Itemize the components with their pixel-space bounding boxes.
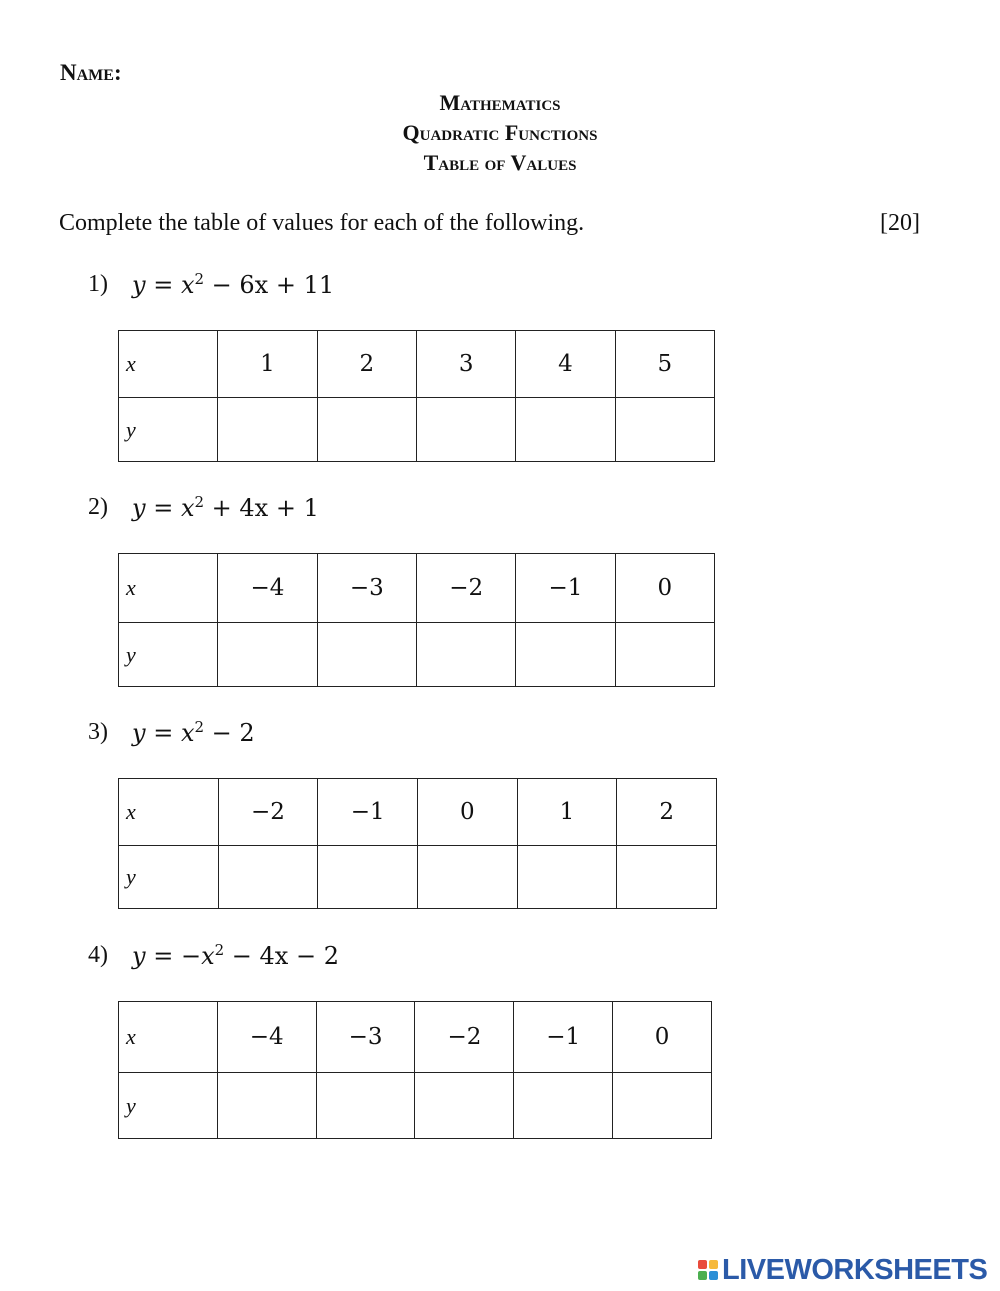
equation-lhs: y xyxy=(132,494,146,522)
equation-exponent: 2 xyxy=(194,493,205,511)
x-value-cell: −1 xyxy=(516,554,615,623)
y-answer-cell[interactable] xyxy=(218,846,318,909)
x-value-cell: −4 xyxy=(217,1002,316,1073)
x-value-cell: 5 xyxy=(615,331,714,398)
topic-title: Quadratic Functions xyxy=(402,120,598,145)
x-value-cell: −1 xyxy=(318,779,418,846)
values-table xyxy=(118,330,715,462)
y-answer-cell[interactable] xyxy=(218,398,317,462)
instructions-text: Complete the table of values for each of the following. xyxy=(59,210,585,236)
equation-equals: = xyxy=(153,942,174,970)
name-label: Name: xyxy=(60,60,122,85)
values-table xyxy=(118,553,715,687)
x-value-cell: 1 xyxy=(218,331,317,398)
equation-equals: = xyxy=(153,271,174,299)
y-answer-cell[interactable] xyxy=(617,846,717,909)
y-row xyxy=(119,623,715,687)
total-marks: [20] xyxy=(880,210,920,236)
y-row xyxy=(119,846,717,909)
equation-variable: x xyxy=(180,719,195,747)
liveworksheets-logo-icon xyxy=(698,1260,718,1280)
y-row xyxy=(119,398,715,462)
question-equation xyxy=(132,718,255,747)
x-value-cell: −3 xyxy=(316,1002,415,1073)
equation-variable: x xyxy=(180,271,195,299)
equation-rest: − 2 xyxy=(204,719,255,747)
y-label-cell: y xyxy=(119,398,218,462)
x-value-cell: 1 xyxy=(517,779,617,846)
y-answer-cell[interactable] xyxy=(317,398,416,462)
x-label-cell: x xyxy=(119,554,218,623)
x-value-cell: 0 xyxy=(417,779,517,846)
question-number: 3) xyxy=(88,719,108,745)
x-value-cell: 2 xyxy=(317,331,416,398)
equation-equals: = xyxy=(153,719,174,747)
x-value-cell: 3 xyxy=(416,331,515,398)
x-label-cell: x xyxy=(119,331,218,398)
y-answer-cell[interactable] xyxy=(615,623,714,687)
y-answer-cell[interactable] xyxy=(416,398,515,462)
y-answer-cell[interactable] xyxy=(516,623,615,687)
equation-lhs: y xyxy=(132,271,146,299)
equation-rest: + 4x + 1 xyxy=(204,494,319,522)
equation-rest: − 4x − 2 xyxy=(224,942,339,970)
y-answer-cell[interactable] xyxy=(317,623,416,687)
equation-variable: x xyxy=(180,494,195,522)
worksheet-title: Table of Values xyxy=(423,150,577,175)
x-value-cell: −2 xyxy=(218,779,318,846)
equation-variable: x xyxy=(201,942,215,970)
x-value-cell: −2 xyxy=(416,554,515,623)
y-answer-cell[interactable] xyxy=(516,398,615,462)
y-answer-cell[interactable] xyxy=(415,1073,514,1139)
question-number: 2) xyxy=(88,494,108,520)
y-answer-cell[interactable] xyxy=(416,623,515,687)
x-row xyxy=(119,1002,712,1073)
x-value-cell: 0 xyxy=(615,554,714,623)
x-row xyxy=(119,554,715,623)
y-answer-cell[interactable] xyxy=(217,1073,316,1139)
y-label-cell: y xyxy=(119,846,219,909)
equation-rest: − 6x + 11 xyxy=(204,271,335,299)
logo-text: LIVEWORKSHEETS xyxy=(722,1253,988,1286)
x-value-cell: 2 xyxy=(617,779,717,846)
equation-exponent: 2 xyxy=(214,941,225,959)
values-table xyxy=(118,1001,712,1139)
x-value-cell: −3 xyxy=(317,554,416,623)
equation-sign: − xyxy=(180,942,202,970)
x-label-cell: x xyxy=(119,1002,218,1073)
subject-title: Mathematics xyxy=(439,90,561,115)
x-value-cell: −2 xyxy=(415,1002,514,1073)
y-label-cell: y xyxy=(119,623,218,687)
y-answer-cell[interactable] xyxy=(514,1073,613,1139)
y-answer-cell[interactable] xyxy=(517,846,617,909)
y-answer-cell[interactable] xyxy=(613,1073,712,1139)
equation-equals: = xyxy=(153,494,174,522)
equation-lhs: y xyxy=(132,719,146,747)
liveworksheets-logo[interactable] xyxy=(698,1255,987,1285)
x-value-cell: 4 xyxy=(516,331,615,398)
x-label-cell: x xyxy=(119,779,219,846)
y-answer-cell[interactable] xyxy=(218,623,317,687)
x-row xyxy=(119,331,715,398)
y-answer-cell[interactable] xyxy=(316,1073,415,1139)
y-answer-cell[interactable] xyxy=(615,398,714,462)
x-row xyxy=(119,779,717,846)
equation-exponent: 2 xyxy=(194,718,205,736)
x-value-cell: −4 xyxy=(218,554,317,623)
question-number: 4) xyxy=(88,942,108,968)
question-equation xyxy=(132,493,319,522)
equation-exponent: 2 xyxy=(194,270,205,288)
equation-lhs: y xyxy=(132,942,146,970)
x-value-cell: 0 xyxy=(613,1002,712,1073)
question-number: 1) xyxy=(88,271,108,297)
values-table xyxy=(118,778,717,909)
question-equation xyxy=(132,941,339,970)
y-answer-cell[interactable] xyxy=(417,846,517,909)
y-label-cell: y xyxy=(119,1073,218,1139)
y-row xyxy=(119,1073,712,1139)
question-equation xyxy=(132,270,334,299)
y-answer-cell[interactable] xyxy=(318,846,418,909)
x-value-cell: −1 xyxy=(514,1002,613,1073)
